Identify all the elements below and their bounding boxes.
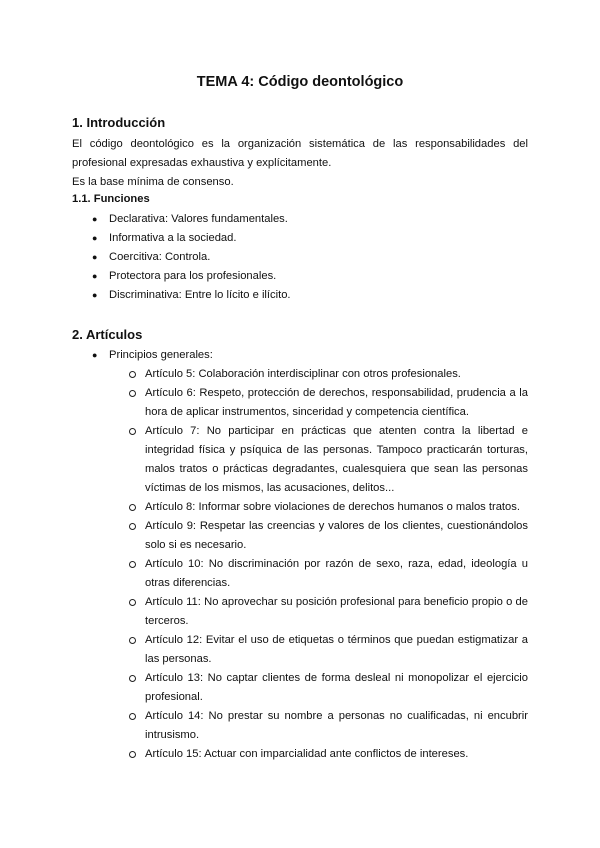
bullet-dot-icon: ● bbox=[92, 290, 98, 300]
subsection-heading-funciones: 1.1. Funciones bbox=[72, 193, 150, 205]
bullet-dot-icon: ● bbox=[92, 252, 98, 262]
intro-line-3: Es la base mínima de consenso. bbox=[72, 176, 234, 188]
bullet-circle-icon bbox=[129, 390, 136, 397]
bullet-dot-icon: ● bbox=[92, 350, 98, 360]
intro-line-1: El código deontológico es la organización sistemática de las responsabilidades del bbox=[72, 138, 528, 150]
bullet-circle-icon bbox=[129, 428, 136, 435]
bullet-circle-icon bbox=[129, 561, 136, 568]
bullet-circle-icon bbox=[129, 637, 136, 644]
bullet-dot-icon: ● bbox=[92, 214, 98, 224]
bullet-circle-icon bbox=[129, 504, 136, 511]
bullet-dot-icon: ● bbox=[92, 271, 98, 281]
intro-line-2: profesional expresadas exhaustiva y explícitamente. bbox=[72, 157, 332, 169]
bullet-circle-icon bbox=[129, 599, 136, 606]
bullet-circle-icon bbox=[129, 675, 136, 682]
bullet-dot-icon: ● bbox=[92, 233, 98, 243]
section-heading-articulos: 2. Artículos bbox=[72, 327, 143, 342]
bullet-circle-icon bbox=[129, 371, 136, 378]
section-heading-introduccion: 1. Introducción bbox=[72, 115, 166, 130]
document-page: TEMA 4: Código deontológico 1. Introducción El código deontológico es la organización sistemática de las responsabilidades del profesional expresadas exhaustiva y explícitamente. Es la base mínima de consenso. 1.1. Funciones ● Declarativa: Valores fundamentales. ● Informativa a la sociedad. ● Coercitiva: Controla. ● Protectora para los profesionales. ● Discriminativa: Entre lo lícito e ilícito. 2. Artículos ● Principios generales: Artículo 5: Colaboración interdisciplinar con otros profesionales. Artículo 6: Respeto, protección de derechos, responsabilidad, prudencia a la hora de aplicar instrumentos, sinceridad y competencia científica. Artículo 7: No participar en prácticas que atenten contra la libertad e integridad física y psíquica de las personas. Tampoco practicarán torturas, malos tratos o prácticas degradantes, cualesquiera que sean las personas víctimas de los mismos, las acusaciones, delitos... Artículo 8: Informar sobre violaciones de derechos humanos o malos tratos. Artículo 9: Respetar las creencias y valores de los clientes, cuestionándolos solo si es necesario. Artículo 10: No discriminación por razón de sexo, raza, edad, ideología u otras diferencias. Artículo 11: No aprovechar su posición profesional para beneficio propio o de terceros. Artículo 12: Evitar el uso de etiquetas o términos que puedan estigmatizar a las personas. Artículo 13: No captar clientes de forma desleal ni monopolizar el ejercicio profesional. Artículo 14: No prestar su nombre a personas no cualificadas, ni encubrir intrusismo. Artículo 15: Actuar con imparcialidad ante conflictos de intereses. bbox=[0, 0, 600, 848]
document-title: TEMA 4: Código deontológico bbox=[196, 74, 404, 90]
bullet-circle-icon bbox=[129, 713, 136, 720]
bullet-circle-icon bbox=[129, 751, 136, 758]
intro-paragraph bbox=[72, 135, 528, 192]
bullet-circle-icon bbox=[129, 523, 136, 530]
